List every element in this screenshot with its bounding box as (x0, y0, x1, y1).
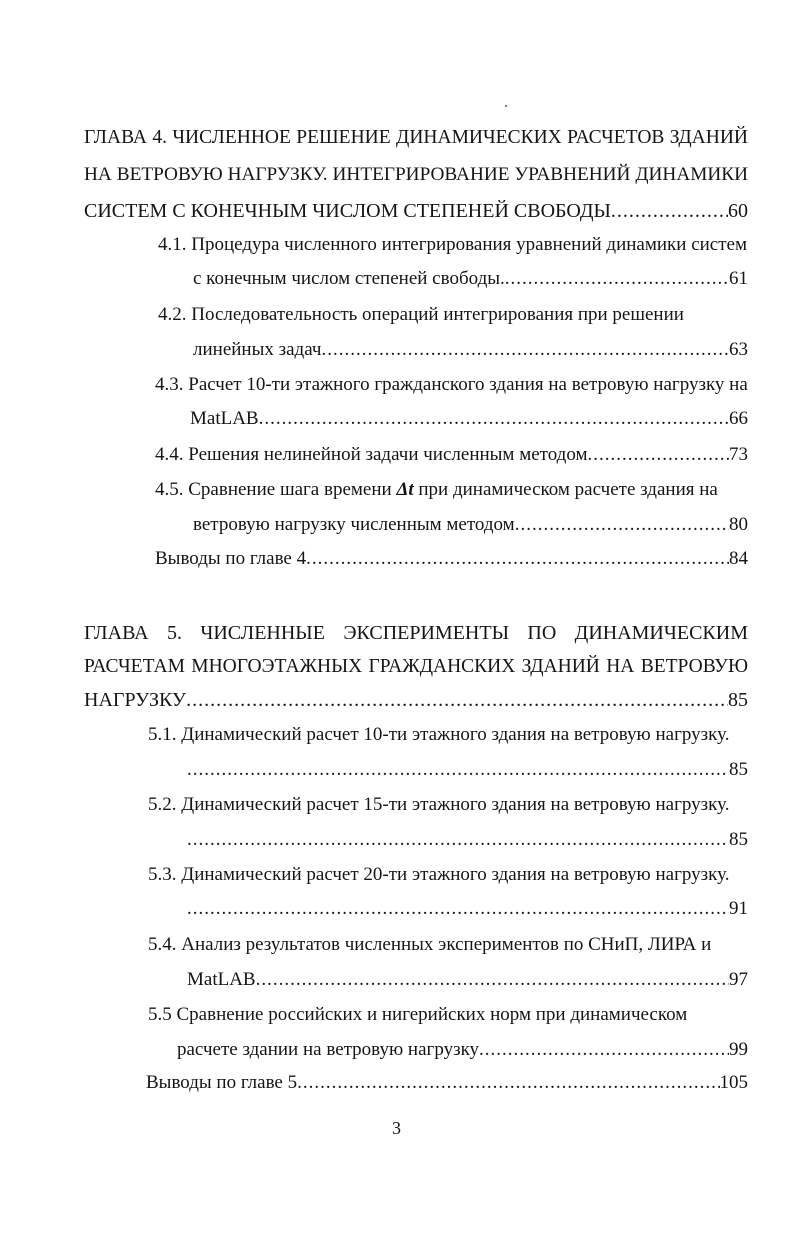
dot-leader (256, 967, 729, 993)
section-4-4[interactable] (155, 442, 748, 468)
dot-leader (187, 827, 729, 853)
section-4-5-line-1[interactable] (155, 477, 748, 503)
toc-text: НАГРУЗКУ (84, 689, 187, 711)
chapter-4-title-line-1[interactable]: ГЛАВА 4. ЧИСЛЕННОЕ РЕШЕНИЕ ДИНАМИЧЕСКИХ РАСЧЕТОВ ЗДАНИЙ (84, 127, 748, 148)
toc-text: 4.4. Решения нелинейной задачи численным методом (155, 444, 588, 465)
dot-leader (321, 337, 729, 363)
page-ref: 66 (729, 406, 748, 432)
section-5-5-line-2[interactable] (177, 1037, 748, 1063)
page-ref: 61 (729, 266, 748, 292)
section-5-2-line-1[interactable]: 5.2. Динамический расчет 15-ти этажного здания на ветровую нагрузку. (148, 794, 730, 815)
dot-leader (297, 1070, 719, 1096)
toc-text: с конечным числом степеней свободы. (193, 268, 505, 289)
toc-text: MatLAB (187, 969, 256, 990)
dot-leader (186, 687, 728, 713)
page-ref: 73 (729, 442, 748, 468)
toc-text: расчете здании на ветровую нагрузку (177, 1039, 480, 1060)
chapter-4-title-line-2[interactable]: НА ВЕТРОВУЮ НАГРУЗКУ. ИНТЕГРИРОВАНИЕ УРАВНЕНИЙ ДИНАМИКИ (84, 164, 748, 185)
section-5-5-line-1[interactable]: 5.5 Сравнение российских и нигерийских норм при динамическом (148, 1004, 688, 1025)
chapter-5-title-line-1[interactable]: ГЛАВА 5. ЧИСЛЕННЫЕ ЭКСПЕРИМЕНТЫ ПО ДИНАМИЧЕСКИМ (84, 622, 748, 644)
page-ref: 105 (720, 1070, 749, 1096)
section-4-2-line-1[interactable]: 4.2. Последовательность операций интегрирования при решении (158, 304, 684, 325)
chapter-4-conclusions[interactable] (155, 546, 748, 572)
page-ref: 63 (729, 337, 748, 363)
page-ref: 80 (729, 512, 748, 538)
dot-leader (611, 198, 728, 224)
section-4-3-line-1[interactable]: 4.3. Расчет 10-ти этажного гражданского здания на ветровую нагрузку на (155, 374, 748, 395)
chapter-5-title-line-2[interactable]: РАСЧЕТАМ МНОГОЭТАЖНЫХ ГРАЖДАНСКИХ ЗДАНИЙ НА ВЕТРОВУЮ (84, 656, 748, 677)
toc-text: MatLAB (190, 408, 259, 429)
toc-text: Выводы по главе 4 (155, 548, 307, 569)
page-ref: 85 (728, 689, 748, 711)
page-ref: 99 (729, 1037, 748, 1063)
section-4-1-line-1[interactable]: 4.1. Процедура численного интегрирования уравнений динамики систем (158, 234, 747, 255)
toc-text: ветровую нагрузку численным методом (193, 514, 515, 535)
section-4-3-line-2[interactable] (190, 406, 748, 432)
section-5-2-line-2[interactable] (187, 827, 748, 853)
dot-leader (587, 442, 729, 468)
page-ref: 60 (728, 200, 748, 222)
page-ref: 85 (729, 827, 748, 853)
toc-text: 4.5. Сравнение шага времени (155, 479, 397, 500)
section-5-1-line-1[interactable]: 5.1. Динамический расчет 10-ти этажного здания на ветровую нагрузку. (148, 724, 730, 745)
page-ref: 91 (729, 896, 748, 922)
chapter-4-title-line-3[interactable] (84, 198, 748, 224)
page-ref: 84 (729, 546, 748, 572)
dot-leader (505, 266, 729, 292)
section-5-4-line-2[interactable] (187, 967, 748, 993)
toc-text: при динамическом расчете здания на (413, 479, 718, 500)
page-ref: 85 (729, 757, 748, 783)
section-4-2-line-2[interactable] (193, 337, 748, 363)
dot-leader (187, 757, 729, 783)
section-5-4-line-1[interactable]: 5.4. Анализ результатов численных экспериментов по СНиП, ЛИРА и (148, 934, 712, 955)
dot-leader (479, 1037, 729, 1063)
section-4-5-line-2[interactable] (193, 512, 748, 538)
dot-leader (306, 546, 729, 572)
toc-text: Выводы по главе 5 (146, 1072, 298, 1093)
section-5-3-line-2[interactable] (187, 896, 748, 922)
section-5-3-line-1[interactable]: 5.3. Динамический расчет 20-ти этажного здания на ветровую нагрузку. (148, 864, 730, 885)
chapter-5-title-line-3[interactable] (84, 687, 748, 713)
toc-text: СИСТЕМ С КОНЕЧНЫМ ЧИСЛОМ СТЕПЕНЕЙ СВОБОДЫ (84, 200, 611, 222)
scan-speck (505, 105, 507, 107)
dot-leader (187, 896, 729, 922)
page-ref: 97 (729, 967, 748, 993)
chapter-5-conclusions[interactable] (146, 1070, 748, 1096)
dot-leader (259, 406, 729, 432)
toc-text: линейных задач (193, 339, 322, 360)
page-number: 3 (392, 1118, 401, 1138)
section-4-1-line-2[interactable] (193, 266, 748, 292)
delta-t-symbol: Δt (396, 479, 414, 500)
dot-leader (515, 512, 729, 538)
section-5-1-line-2[interactable] (187, 757, 748, 783)
